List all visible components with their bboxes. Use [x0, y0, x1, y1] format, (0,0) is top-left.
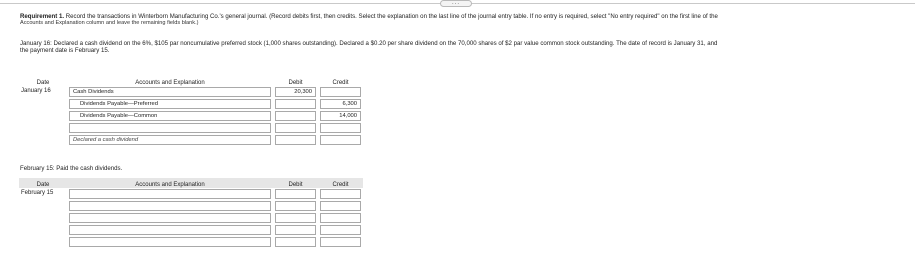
account-field[interactable]: [69, 237, 271, 247]
col-header-accounts: Accounts and Explanation: [135, 80, 205, 86]
credit-field[interactable]: [320, 225, 361, 235]
credit-field[interactable]: 6,300: [320, 99, 361, 109]
credit-field[interactable]: [320, 135, 361, 145]
january-text-1: January 16: Declared a cash dividend on the 6%, $105 par noncumulative preferred stock (1,000 shares outstanding). Declared a $0.20 per share dividend on the 70,000 shares of $2 par value common stock outstanding. The date of record is January 31, and: [20, 40, 718, 47]
requirement-instructions: [20, 13, 910, 27]
debit-field[interactable]: [275, 111, 316, 121]
credit-field[interactable]: [320, 189, 361, 199]
col-header-debit: Debit: [288, 80, 303, 86]
col-header-date: Date: [36, 80, 50, 86]
account-field[interactable]: [69, 123, 271, 133]
credit-field[interactable]: 14,000: [320, 111, 361, 121]
account-field[interactable]: [69, 201, 271, 211]
table-row: [19, 110, 363, 122]
col-header-credit: Credit: [332, 80, 349, 86]
table-row: [19, 98, 363, 110]
requirement-text-2: Accounts and Explanation column and leave the remaining fields blank.): [20, 20, 199, 26]
expand-more-button[interactable]: ...: [440, 0, 472, 7]
credit-field[interactable]: [320, 201, 361, 211]
debit-field[interactable]: [275, 213, 316, 223]
debit-field[interactable]: [275, 201, 316, 211]
explanation-field[interactable]: Declared a cash dividend: [69, 135, 271, 145]
account-field[interactable]: Dividends Payable—Common: [69, 111, 271, 121]
journal-table-february: [19, 178, 363, 248]
table-row: [19, 122, 363, 134]
debit-field[interactable]: [275, 99, 316, 109]
account-field[interactable]: [69, 189, 271, 199]
entry-date: February 15: [21, 190, 54, 196]
debit-field[interactable]: [275, 189, 316, 199]
account-field[interactable]: [69, 213, 271, 223]
table-row: [19, 200, 363, 212]
table-row: [19, 134, 363, 146]
col-header-credit: Credit: [318, 178, 363, 188]
debit-field[interactable]: 20,300: [275, 87, 316, 97]
table-row: [19, 212, 363, 224]
account-field[interactable]: [69, 225, 271, 235]
january-transaction: [20, 40, 910, 54]
february-transaction: February 15: Paid the cash dividends.: [20, 165, 123, 172]
credit-field[interactable]: [320, 237, 361, 247]
account-field[interactable]: Cash Dividends: [69, 87, 271, 97]
col-header-accounts: Accounts and Explanation: [67, 178, 273, 188]
credit-field[interactable]: [320, 87, 361, 97]
table-row: [19, 236, 363, 248]
credit-field[interactable]: [320, 213, 361, 223]
journal-table-january: [19, 76, 363, 146]
credit-field[interactable]: [320, 123, 361, 133]
debit-field[interactable]: [275, 225, 316, 235]
debit-field[interactable]: [275, 135, 316, 145]
debit-field[interactable]: [275, 237, 316, 247]
january-text-2: the payment date is February 15.: [20, 47, 110, 54]
table-row: [19, 224, 363, 236]
entry-date: January 16: [21, 88, 51, 94]
account-field[interactable]: Dividends Payable—Preferred: [69, 99, 271, 109]
table-row: [19, 86, 363, 98]
requirement-text: Record the transactions in Winterborn Manufacturing Co.'s general journal. (Record debits first, then credits. Select the explanation on the last line of the journal entry table. If no entry is required, select "No entry required" on the first line of the: [65, 13, 718, 20]
col-header-debit: Debit: [273, 178, 318, 188]
table-row: [19, 188, 363, 200]
debit-field[interactable]: [275, 123, 316, 133]
requirement-label: Requirement 1.: [20, 13, 65, 20]
col-header-date: Date: [19, 178, 67, 188]
